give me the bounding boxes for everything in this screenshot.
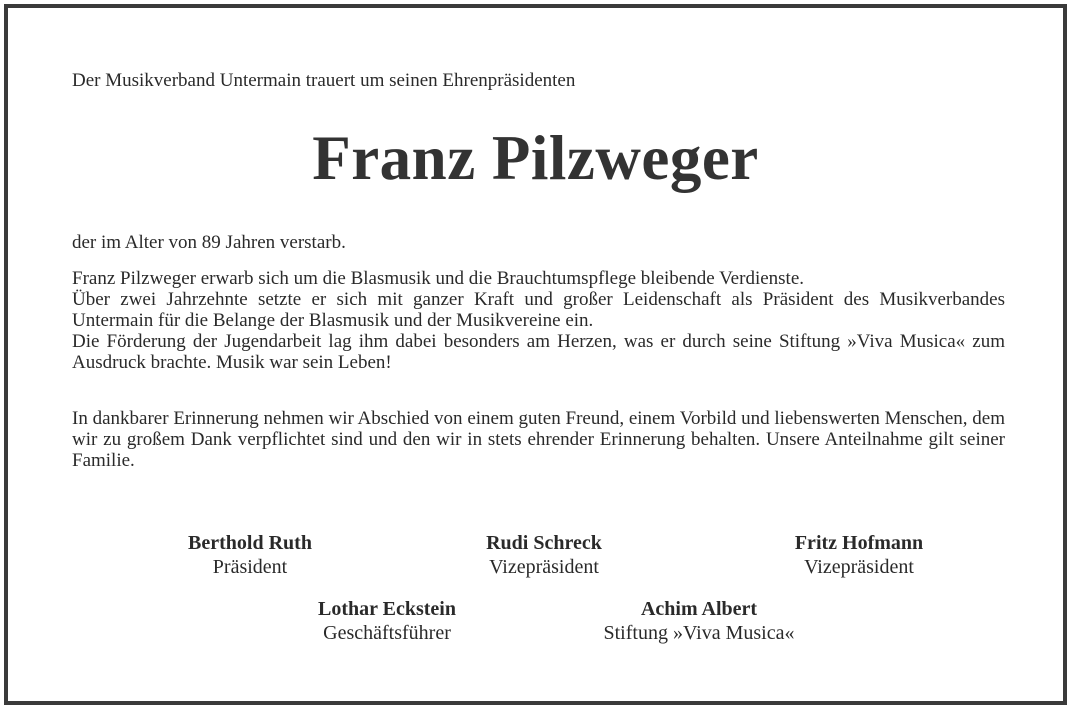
signatory-role: Vizepräsident [489,556,599,578]
signatory-role: Präsident [212,556,288,578]
signatory [414,531,674,579]
tribute-sentence: Franz Pilzweger erwarb sich um die Blasmusik und die Brauchtumspflege bleibende Verdienste. [72,268,805,289]
signatory-role: Geschäftsführer [323,622,451,644]
signatory [257,597,517,645]
signatory-name: Achim Albert [640,598,758,620]
signatory-name: Berthold Ruth [188,532,312,554]
tribute-sentence: Die Förderung der Jugendarbeit lag ihm dabei besonders am Herzen, was er durch seine Stiftung »Viva Musica« zum Ausdruck brachte. Musik war sein Leben! [72,331,1005,373]
obituary-notice [8,8,1063,701]
signatory-name: Lothar Eckstein [318,598,456,620]
signatory [120,531,380,579]
intro-line: Der Musikverband Untermain trauert um seinen Ehrenpräsidenten [72,70,576,91]
signatory-name: Rudi Schreck [486,532,602,554]
signatory-name: Fritz Hofmann [794,532,924,554]
age-line: der im Alter von 89 Jahren verstarb. [72,232,346,253]
tribute-paragraph [72,268,1005,373]
farewell-paragraph: In dankbarer Erinnerung nehmen wir Abschied von einem guten Freund, einem Vorbild und liebenswerten Menschen, dem wir zu großem Dank verpflichtet sind und den wir in stets ehrender Erinnerung behalten. Unsere Anteilnahme gilt seiner Familie. [72,408,1005,471]
deceased-name: Franz Pilzweger [312,123,759,193]
notice-border [4,4,1067,705]
signatory-role: Stiftung »Viva Musica« [603,622,795,644]
signatory [729,531,989,579]
signatory-role: Vizepräsident [804,556,914,578]
signatory [569,597,829,645]
tribute-sentence: Über zwei Jahrzehnte setzte er sich mit ganzer Kraft und großer Leidenschaft als Präsident des Musikverbandes Untermain für die Belange der Blasmusik und der Musikvereine ein. [72,289,1005,331]
